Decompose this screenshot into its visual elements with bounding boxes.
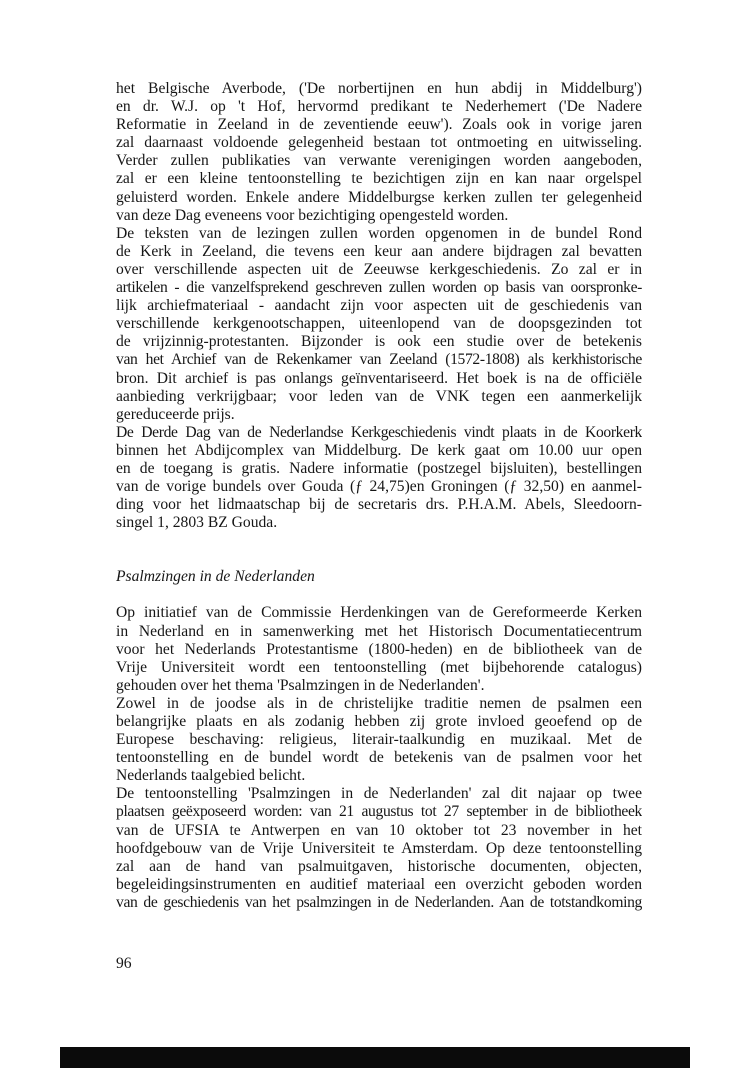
text-line: Zowel in de joodse als in de christelijke traditie nemen de psalmen een bbox=[116, 694, 642, 712]
text-line: lijk archiefmateriaal - aandacht zijn voor aspecten uit de geschiedenis van bbox=[116, 297, 642, 315]
text-line: hoofdgebouw van de Vrije Universiteit te Amsterdam. Op deze tentoonstelling bbox=[116, 839, 642, 857]
text-line: Vrije Universiteit wordt een tentoonstelling (met bijbehorende catalogus) bbox=[116, 658, 642, 676]
text-line: begeleidingsinstrumenten en auditief materiaal een overzicht geboden worden bbox=[116, 875, 642, 893]
text-line: gereduceerde prijs. bbox=[116, 405, 235, 423]
text-line: Europese beschaving: religieus, literair-taalkundig en muzikaal. Met de bbox=[116, 731, 642, 749]
text-line: gehouden over het thema 'Psalmzingen in de Nederlanden'. bbox=[116, 676, 485, 694]
text-line: het Belgische Averbode, ('De norbertijnen en hun abdij in Middelburg') bbox=[116, 80, 642, 97]
text-line: zal er een kleine tentoonstelling te bezichtigen zijn en kan naar orgelspel bbox=[116, 170, 642, 188]
paragraph-5 bbox=[116, 695, 642, 785]
text-line: aanbieding verkrijgbaar; voor leden van de VNK tegen een aanmerkelijk bbox=[116, 387, 642, 405]
text-line: binnen het Abdijcomplex van Middelburg. De kerk gaat om 10.00 uur open bbox=[116, 441, 642, 459]
text-line: belangrijke plaats en als zodanig hebben zij grote invloed geoefend op de bbox=[116, 713, 642, 730]
page-number: 96 bbox=[116, 955, 132, 972]
text-line: plaatsen geëxposeerd worden: van 21 augustus tot 27 september in de bibliotheek bbox=[116, 803, 642, 821]
text-line: van deze Dag eveneens voor bezichtiging opengesteld worden. bbox=[116, 206, 509, 224]
text-line: artikelen - die vanzelfsprekend geschreven zullen worden op basis van oorspronke- bbox=[116, 279, 642, 297]
text-line: over verschillende aspecten uit de Zeeuwse kerkgeschiedenis. Zo zal er in bbox=[116, 260, 642, 278]
text-line: Reformatie in Zeeland in de zeventiende eeuw'). Zoals ook in vorige jaren bbox=[116, 116, 642, 134]
paragraph-6 bbox=[116, 785, 642, 912]
text-line: De Derde Dag van de Nederlandse Kerkgeschiedenis vindt plaats in de Koorkerk bbox=[116, 423, 642, 441]
section-heading: Psalmzingen in de Nederlanden bbox=[116, 568, 315, 586]
paragraph-2 bbox=[116, 225, 642, 424]
text-line: van de geschiedenis van het psalmzingen in de Nederlanden. Aan de totstandkoming bbox=[116, 893, 642, 911]
text-line: en dr. W.J. op 't Hof, hervormd predikant te Nederhemert ('De Nadere bbox=[116, 98, 642, 116]
body-text bbox=[116, 80, 642, 912]
text-line: De tentoonstelling 'Psalmzingen in de Nederlanden' zal dit najaar op twee bbox=[116, 785, 642, 803]
text-line: Nederlands taalgebied belicht. bbox=[116, 767, 306, 785]
paragraph-1 bbox=[116, 80, 642, 225]
text-line: de vrijzinnig-protestanten. Bijzonder is ook een studie over de betekenis bbox=[116, 333, 642, 351]
text-line: de Kerk in Zeeland, die tevens een keur aan andere bijdragen zal bevatten bbox=[116, 242, 642, 260]
text-line: tentoonstelling en de bundel wordt de betekenis van de psalmen voor het bbox=[116, 749, 642, 767]
text-line: van de UFSIA te Antwerpen en van 10 oktober tot 23 november in het bbox=[116, 821, 642, 839]
text-line: van de vorige bundels over Gouda (ƒ 24,75)en Groningen (ƒ 32,50) en aanmel- bbox=[116, 478, 642, 496]
text-line: singel 1, 2803 BZ Gouda. bbox=[116, 514, 278, 532]
paragraph-3 bbox=[116, 424, 642, 533]
paragraph-4 bbox=[116, 604, 642, 694]
text-line: Verder zullen publikaties van verwante verenigingen worden aangeboden, bbox=[116, 152, 642, 170]
text-line: verschillende kerkgenootschappen, uiteenlopend van de doopsgezinden tot bbox=[116, 315, 642, 333]
text-line: voor het Nederlands Protestantisme (1800-heden) en de bibliotheek van de bbox=[116, 640, 642, 658]
text-line: Op initiatief van de Commissie Herdenkingen van de Gereformeerde Kerken bbox=[116, 604, 642, 622]
text-line: bron. Dit archief is pas onlangs geïnventariseerd. Het boek is na de officiële bbox=[116, 369, 642, 387]
text-line: zal aan de hand van psalmuitgaven, historische documenten, objecten, bbox=[116, 857, 642, 875]
text-line: in Nederland en in samenwerking met het Historisch Documentatiecentrum bbox=[116, 622, 642, 640]
text-line: De teksten van de lezingen zullen worden opgenomen in de bundel Rond bbox=[116, 224, 642, 242]
scan-edge-bar bbox=[60, 1047, 690, 1068]
text-line: en de toegang is gratis. Nadere informatie (postzegel bijsluiten), bestellingen bbox=[116, 459, 642, 477]
text-line: zal daarnaast voldoende gelegenheid bestaan tot ontmoeting en uitwisseling. bbox=[116, 134, 642, 152]
text-line: ding voor het lidmaatschap bij de secretaris drs. P.H.A.M. Abels, Sleedoorn- bbox=[116, 496, 642, 514]
text-line: geluisterd worden. Enkele andere Middelburgse kerken zullen ter gelegenheid bbox=[116, 188, 642, 206]
text-line: van het Archief van de Rekenkamer van Zeeland (1572-1808) als kerkhistorische bbox=[116, 351, 642, 369]
